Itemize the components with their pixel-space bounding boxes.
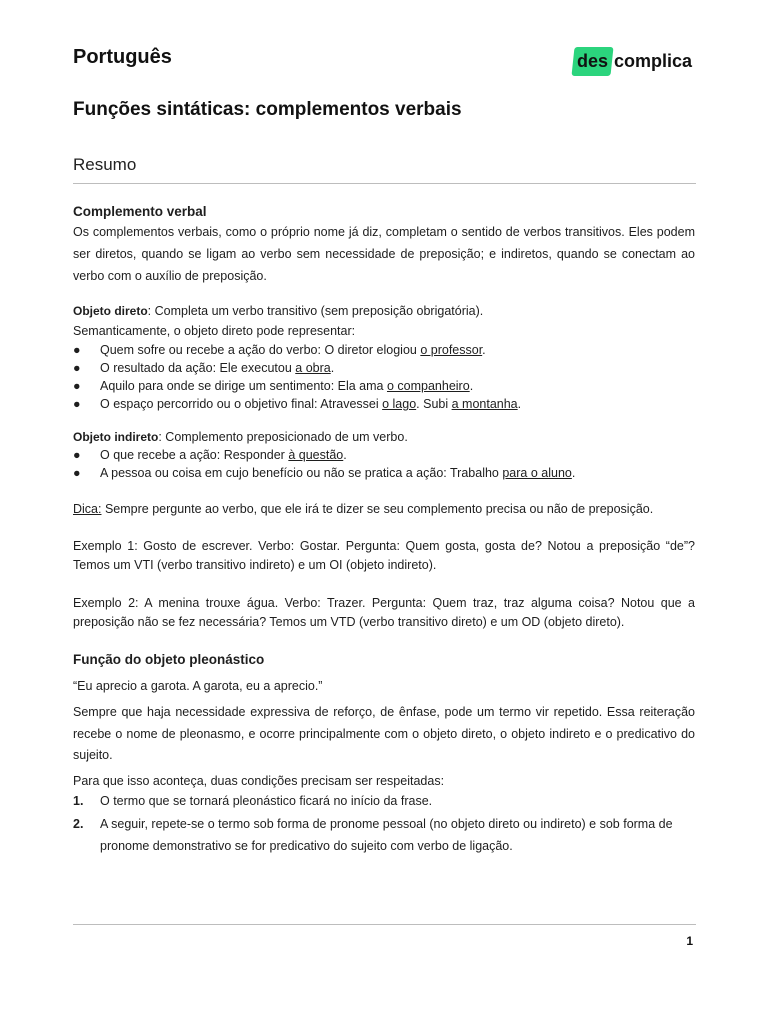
page-number: 1 — [686, 934, 693, 948]
complemento-text: Os complementos verbais, como o próprio nome já diz, completam o sentido de verbos transitivos. Eles podem ser diretos, quando se ligam ao verbo sem necessidade de preposição; e indiretos, quando se conectam ao verbo com o auxílio de preposição. — [73, 225, 695, 283]
item-text: A pessoa ou coisa em cujo benefício ou não se pratica a ação: Trabalho — [100, 466, 503, 480]
logo-text-part1: des — [577, 50, 609, 71]
item-underlined: para o aluno — [502, 466, 572, 480]
item-end: . — [571, 466, 576, 480]
item-mid: . Subi — [416, 397, 452, 411]
item-end: . — [343, 448, 347, 462]
logo-box — [571, 47, 613, 76]
objeto-indireto-def-text: : Complemento preposicionado de um verbo. — [158, 430, 408, 444]
objeto-indireto-definition — [73, 428, 695, 446]
bullet-icon: ● — [73, 361, 81, 375]
item-end: . — [482, 343, 486, 357]
item-underlined: à questão — [288, 448, 344, 462]
dica-paragraph — [73, 499, 695, 519]
list-item — [73, 341, 695, 359]
list-item — [73, 359, 695, 377]
item-text: O espaço percorrido ou o objetivo final: Atravessei — [100, 397, 383, 411]
pleonastico-list — [73, 791, 695, 857]
logo-text-part2: complica — [614, 51, 693, 71]
section-divider — [73, 183, 696, 184]
pleonastico-intro: Para que isso aconteça, duas condições precisam ser respeitadas: — [73, 773, 445, 788]
item-text: O resultado da ação: Ele executou — [100, 361, 296, 375]
dica-label: Dica: — [73, 502, 102, 516]
exemplo-1: Exemplo 1: Gosto de escrever. Verbo: Gostar. Pergunta: Quem gosta, gosta de? Notou a preposição “de”? Temos um VTI (verbo transitivo indireto) e um OI (objeto indireto). — [73, 539, 695, 572]
list-item — [73, 791, 695, 811]
item-number: 2. — [73, 816, 84, 831]
list-item — [73, 377, 695, 395]
item-underlined: o lago — [382, 397, 417, 411]
item-text: O termo que se tornará pleonástico ficará no início da frase. — [100, 793, 433, 808]
exemplo-2: Exemplo 2: A menina trouxe água. Verbo: Trazer. Pergunta: Quem traz, traz alguma coisa? Notou que a preposição não se fez necessária? Temos um VTD (verbo transitivo direto) e um OD (objeto direto). — [73, 596, 695, 629]
objeto-direto-def-text: : Completa um verbo transitivo (sem preposição obrigatória). — [147, 304, 484, 318]
objeto-direto-list — [73, 341, 695, 413]
item-end: . — [330, 361, 335, 375]
bullet-icon: ● — [73, 397, 81, 411]
pleonastico-quote: “Eu aprecio a garota. A garota, eu a aprecio.” — [73, 679, 323, 693]
dica-text: Sempre pergunte ao verbo, que ele irá te dizer se seu complemento precisa ou não de preposição. — [101, 502, 654, 516]
item-underlined-2: a montanha — [451, 397, 518, 411]
subject-title: Português — [73, 46, 172, 68]
item-text: A seguir, repete-se o termo sob forma de pronome pessoal (no objeto direto ou indireto) e sob forma de pronome demonstrativo se for predicativo do sujeito com verbo de ligação. — [100, 816, 673, 853]
item-text: Quem sofre ou recebe a ação do verbo: O diretor elogiou — [100, 343, 421, 357]
objeto-indireto-list — [73, 446, 695, 482]
item-text: Aquilo para onde se dirige um sentimento: Ela ama — [100, 379, 387, 393]
list-item — [73, 464, 695, 482]
list-item — [73, 446, 695, 464]
pleonastico-heading: Função do objeto pleonástico — [73, 652, 265, 667]
objeto-indireto-label: Objeto indireto — [73, 430, 159, 444]
main-content — [73, 203, 695, 857]
item-underlined: a obra — [295, 361, 331, 375]
bullet-icon: ● — [73, 379, 81, 393]
complemento-heading: Complemento verbal — [73, 204, 207, 219]
item-text: O que recebe a ação: Responder — [100, 448, 289, 462]
descomplica-logo — [573, 46, 692, 76]
objeto-direto-definition — [73, 301, 695, 321]
bullet-icon: ● — [73, 466, 81, 480]
pleonastico-text: Sempre que haja necessidade expressiva de reforço, de ênfase, pode um termo vir repetido. Essa reiteração recebe o nome de pleonasmo, e ocorre principalmente com o objeto direto, o objeto indireto e o predicativo do sujeito. — [73, 705, 695, 762]
objeto-direto-intro: Semanticamente, o objeto direto pode representar: — [73, 324, 356, 338]
item-underlined: o professor — [420, 343, 483, 357]
item-number: 1. — [73, 793, 84, 808]
item-underlined: o companheiro — [386, 379, 470, 393]
list-item — [73, 813, 695, 857]
bullet-icon: ● — [73, 343, 81, 357]
page-title: Funções sintáticas: complementos verbais — [73, 99, 462, 120]
list-item — [73, 395, 695, 413]
footer-divider — [73, 924, 696, 925]
bullet-icon: ● — [73, 448, 81, 462]
item-end: . — [517, 397, 522, 411]
objeto-direto-label: Objeto direto — [73, 304, 148, 318]
item-end: . — [469, 379, 474, 393]
section-heading: Resumo — [73, 155, 137, 174]
